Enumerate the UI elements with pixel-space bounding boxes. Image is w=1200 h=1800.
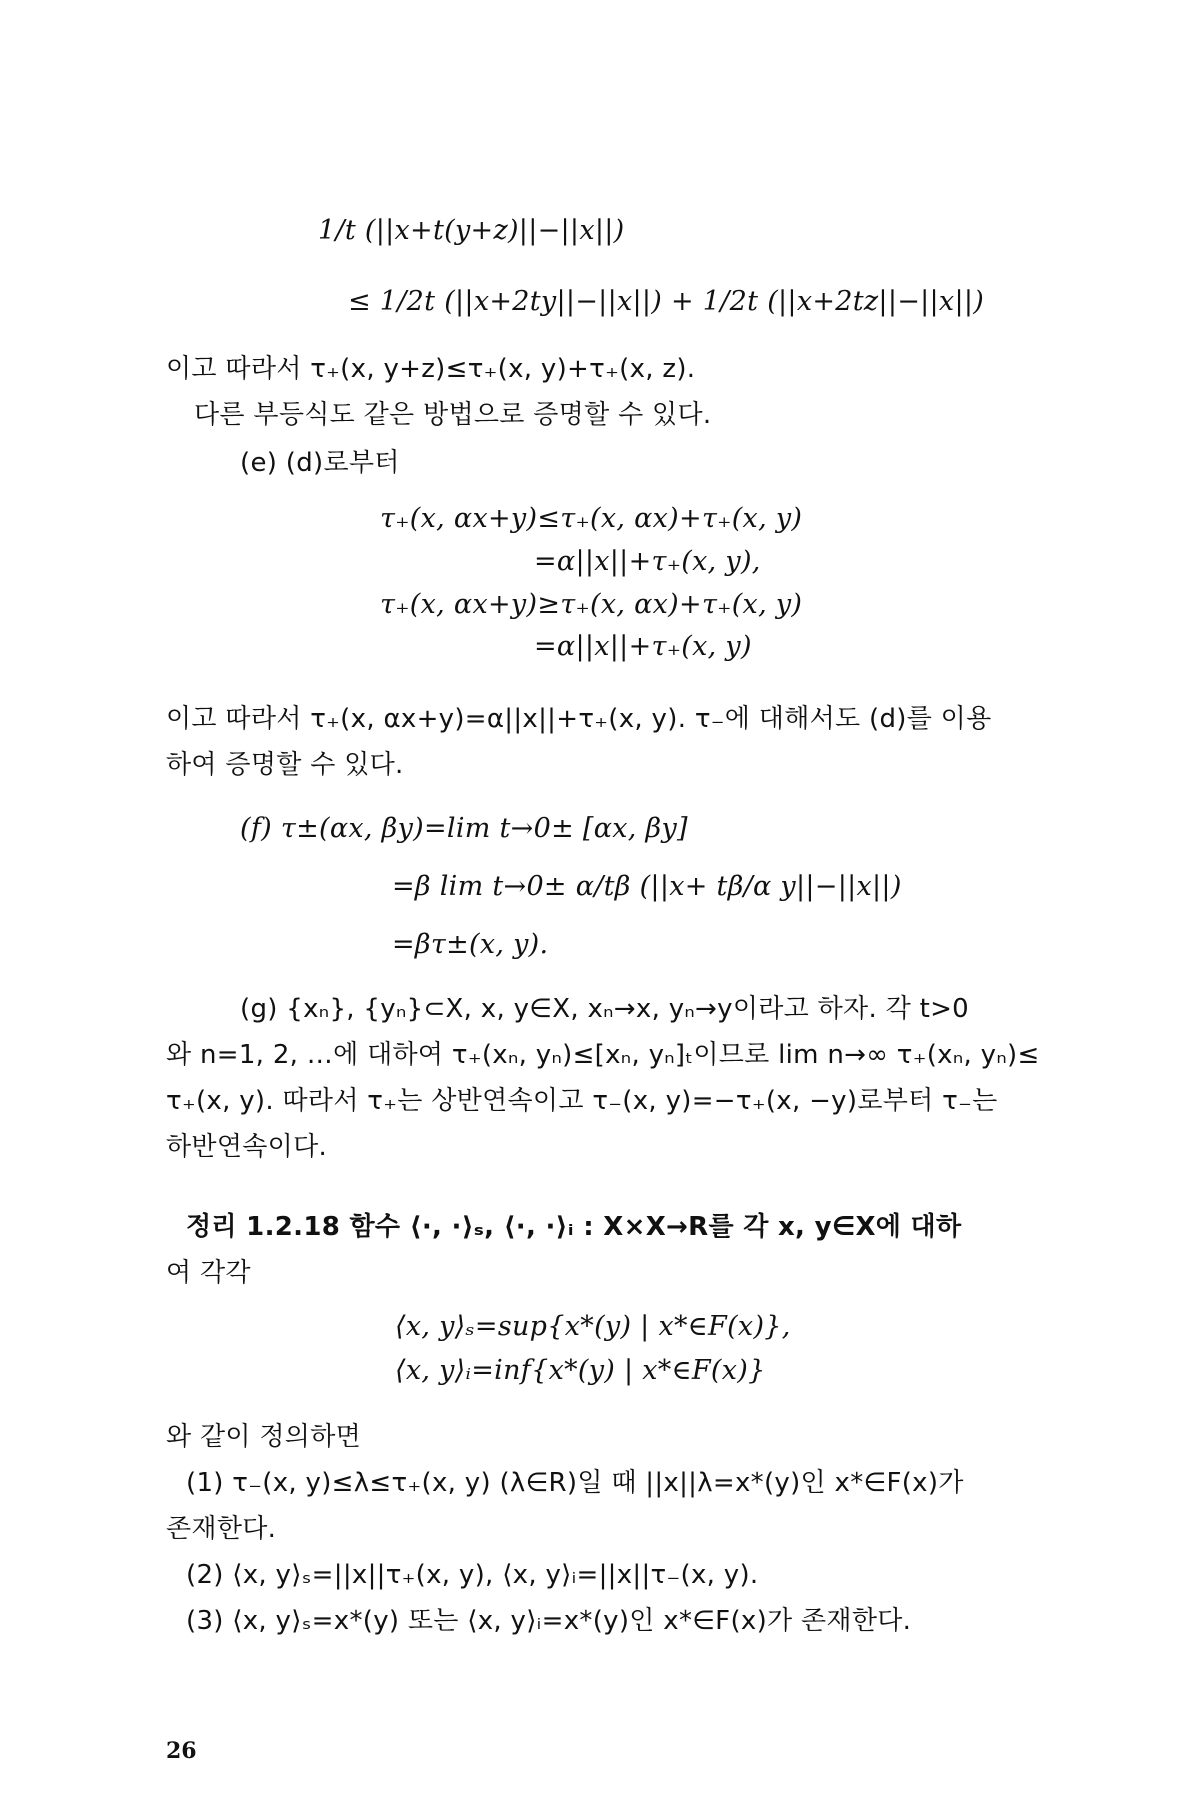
formula-line: =α||x||+τ₊(x, y): [534, 631, 752, 662]
text-line: 와 n=1, 2, …에 대하여 τ₊(xₙ, yₙ)≤[xₙ, yₙ]ₜ이므로 lim n→∞ τ₊(xₙ, yₙ)≤: [166, 1040, 1040, 1070]
text-line: 여 각각: [166, 1258, 251, 1288]
text-line: (e) (d)로부터: [240, 448, 400, 478]
text-line: (1) τ₋(x, y)≤λ≤τ₊(x, y) (λ∈R)일 때 ||x||λ=x*(y)인 x*∈F(x)가: [186, 1468, 964, 1498]
formula-line: =α||x||+τ₊(x, y),: [534, 546, 761, 577]
text-line: 이고 따라서 τ₊(x, y+z)≤τ₊(x, y)+τ₊(x, z).: [166, 354, 696, 384]
formula-line: ≤ 1/2t (||x+2ty||−||x||) + 1/2t (||x+2tz||−||x||): [348, 286, 985, 317]
text-line: 이고 따라서 τ₊(x, αx+y)=α||x||+τ₊(x, y). τ₋에 대해서도 (d)를 이용: [166, 704, 992, 734]
formula-line: τ₊(x, αx+y)≤τ₊(x, αx)+τ₊(x, y): [380, 503, 803, 534]
formula-line: ⟨x, y⟩ᵢ=inf{x*(y) | x*∈F(x)}: [395, 1355, 766, 1386]
text-line: 다른 부등식도 같은 방법으로 증명할 수 있다.: [194, 400, 712, 430]
text-line: (2) ⟨x, y⟩ₛ=||x||τ₊(x, y), ⟨x, y⟩ᵢ=||x||τ₋(x, y).: [186, 1560, 759, 1590]
text-line: 존재한다.: [166, 1514, 277, 1544]
text-line: 하여 증명할 수 있다.: [166, 750, 404, 780]
text-line: 와 같이 정의하면: [166, 1422, 362, 1452]
text-line: 하반연속이다.: [166, 1132, 328, 1162]
formula-line: =β lim t→0± α/tβ (||x+ tβ/α y||−||x||): [392, 871, 902, 902]
theorem-heading: 정리 1.2.18 함수 ⟨·, ·⟩ₛ, ⟨·, ·⟩ᵢ : X×X→R를 각 x, y∈X에 대하: [186, 1212, 962, 1242]
page-number: 26: [166, 1738, 197, 1764]
formula-line: 1/t (||x+t(y+z)||−||x||): [318, 215, 625, 246]
formula-line: =βτ±(x, y).: [392, 929, 549, 960]
formula-line: ⟨x, y⟩ₛ=sup{x*(y) | x*∈F(x)},: [395, 1311, 791, 1342]
formula-line: (f) τ±(αx, βy)=lim t→0± [αx, βy]: [240, 813, 688, 844]
text-line: τ₊(x, y). 따라서 τ₊는 상반연속이고 τ₋(x, y)=−τ₊(x, −y)로부터 τ₋는: [166, 1086, 998, 1116]
formula-line: τ₊(x, αx+y)≥τ₊(x, αx)+τ₊(x, y): [380, 589, 803, 620]
text-line: (g) {xₙ}, {yₙ}⊂X, x, y∈X, xₙ→x, yₙ→y이라고 하자. 각 t>0: [240, 994, 970, 1024]
text-line: (3) ⟨x, y⟩ₛ=x*(y) 또는 ⟨x, y⟩ᵢ=x*(y)인 x*∈F(x)가 존재한다.: [186, 1606, 912, 1636]
